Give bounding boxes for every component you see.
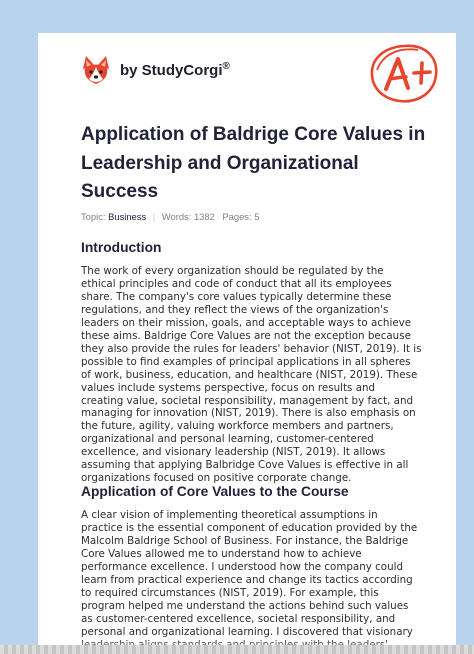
section-heading-introduction: Introduction (81, 240, 162, 255)
text-line: program helped me understand the actions behind such values (81, 599, 409, 612)
topic-link[interactable]: Business (108, 211, 147, 222)
text-line: ethical principles and code of conduct that all its employees (81, 277, 392, 290)
bottom-scroll-edge (0, 645, 474, 654)
brand-name (120, 61, 230, 79)
document-meta (81, 211, 259, 222)
text-line: of work, business, education, and healthcare (NIST, 2019). These (81, 368, 418, 381)
meta-divider: | (152, 211, 156, 222)
text-line: they also provide the rules for leaders' behavior (NIST, 2019). It is (81, 342, 422, 355)
section-paragraph-application (81, 509, 435, 651)
text-line: assuming that applying Balbridge Cove Values is effective in all (81, 459, 409, 472)
page-count: Pages: 5 (222, 211, 260, 222)
text-line: Malcolm Baldrige School of Business. For instance, the Baldrige (81, 534, 409, 547)
text-line: possible to find examples of principal applications in all spheres (81, 355, 411, 368)
text-line: The work of every organization should be regulated by the (81, 265, 384, 277)
text-line: Core Values allowed me to understand how to achieve (81, 547, 362, 560)
section-paragraph-introduction (81, 265, 435, 485)
text-line: organizational and personal learning, customer-centered (81, 433, 374, 446)
text-line: the future, agility, valuing workforce members and partners, (81, 420, 394, 433)
word-count: Words: 1382 (161, 211, 215, 222)
text-line: values include systems perspective, focus on results and (81, 381, 376, 394)
text-line: leaders on their mission, goals, and acceptable ways to achieve (81, 316, 412, 329)
text-line: practice is the essential component of education provided by the (81, 521, 418, 534)
a-plus-grade-icon (366, 41, 442, 107)
text-line: learn from practical experience and change its tactics according (81, 573, 413, 586)
text-line: managing for innovation (NIST, 2019). There is also emphasis on (81, 407, 416, 420)
text-line: personal and organizational learning. I discovered that visionary (81, 625, 413, 638)
text-line: these aims. Baldrige Core Values are not the exception because (81, 329, 411, 342)
topic-label: Topic: (81, 211, 106, 222)
brand-header[interactable] (82, 55, 230, 85)
text-line: performance excellence. I understood how the company could (81, 560, 403, 573)
text-line: to required circumstances (NIST, 2019). For example, this (81, 586, 379, 599)
text-line: regulations, and they reflect the views of the organization's (81, 303, 389, 316)
text-line: organizations focused on positive corporate change. (81, 472, 352, 485)
text-line: excellence, and visionary leadership (NIST, 2019). It allows (81, 446, 386, 459)
registered-mark: ® (222, 61, 230, 72)
brand-name-text: by StudyCorgi (120, 62, 223, 79)
corgi-logo-icon (82, 55, 110, 85)
text-line: A clear vision of implementing theoretical assumptions in (81, 509, 378, 521)
text-line: creating value, societal responsibility, management by fact, and (81, 394, 414, 407)
document-title: Application of Baldrige Core Values in Leadership and Organizational Success (81, 124, 426, 202)
section-heading-application: Application of Core Values to the Course (81, 484, 349, 499)
text-line: as customer-centered excellence, societal responsibility, and (81, 612, 396, 625)
document-page (38, 33, 456, 654)
text-line: share. The company's core values typically determine these (81, 290, 392, 303)
